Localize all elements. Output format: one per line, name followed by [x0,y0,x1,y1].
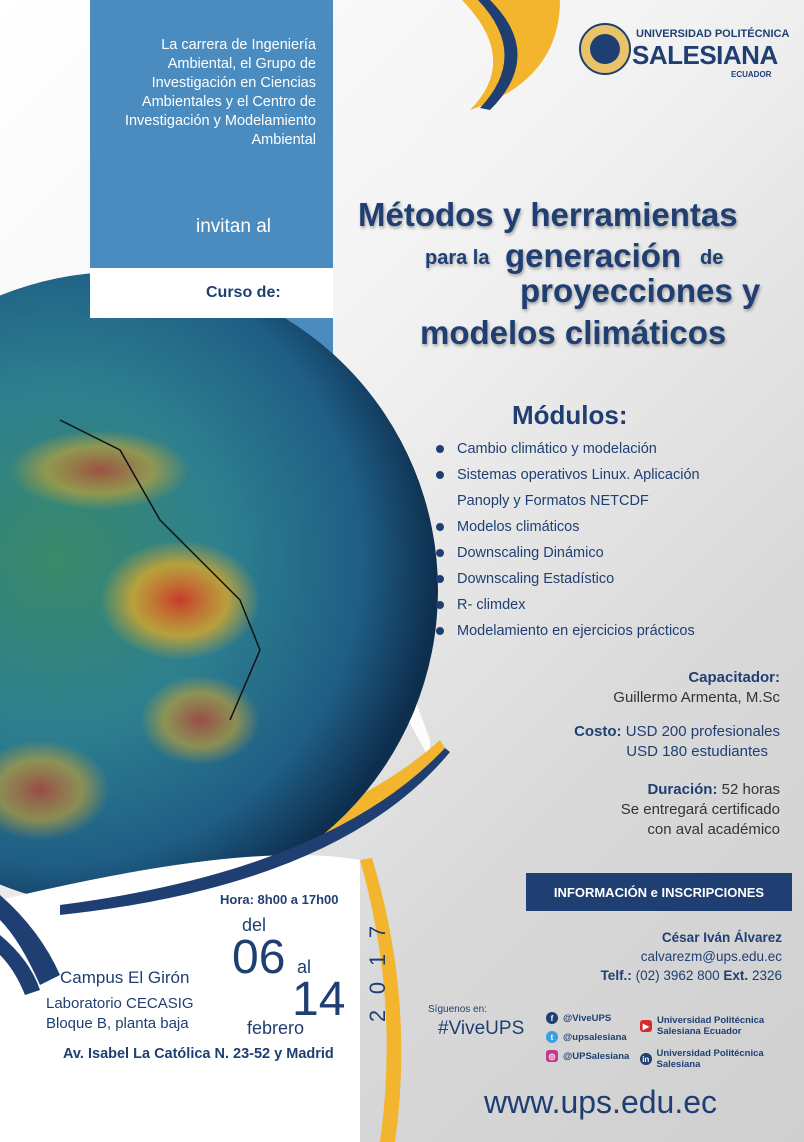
curso-label: Curso de: [206,284,281,301]
youtube-line1: Universidad Politécnica [657,1015,765,1026]
intro-text: La carrera de Ingeniería Ambiental, el Grupo de Investigación en Ciencias Ambientales y el Centro de Investigación y Modelamiento Ambiental [124,37,316,148]
list-item: Sistemas operativos Linux. Aplicación Panoply y Formatos NETCDF [432,462,752,514]
instagram-link[interactable] [546,1050,629,1062]
lab-text: Laboratorio CECASIG [46,995,194,1012]
year-digit: 1 [365,953,390,967]
facebook-link[interactable] [546,1012,611,1024]
facebook-icon: f [546,1012,558,1024]
year-digit: 7 [365,925,390,939]
del-text: del [242,915,267,935]
year-digit: 0 [365,981,390,995]
address-text: Av. Isabel La Católica N. 23-52 y Madrid [63,1046,334,1062]
title-generacion: generación [505,237,682,274]
linkedin-link[interactable] [640,1048,804,1070]
twitter-icon: t [546,1031,558,1043]
siguenos-text: Síguenos en: [428,1004,487,1015]
month-text: febrero [247,1018,305,1038]
tel-label: Telf.: [600,968,632,983]
title-de: de [700,247,724,269]
globe-seal-icon [578,22,632,76]
instagram-icon: ◎ [546,1050,558,1062]
title-line3: proyecciones y [520,272,761,309]
instagram-handle: @UPSalesiana [563,1050,630,1062]
duracion-label: Duración: [647,781,718,798]
year-vertical [365,918,390,1030]
duracion-block [621,780,780,840]
modulos-list [432,436,752,644]
lab-block [46,994,194,1034]
start-day: 06 [232,931,286,984]
duracion-value: 52 horas [721,781,780,798]
duracion-line2: Se entregará certificado [620,801,780,818]
contact-name: César Iván Álvarez [661,930,782,945]
twitter-handle: @upsalesiana [563,1031,627,1043]
al-text: al [297,957,312,977]
costo-line2: USD 180 estudiantes [626,743,768,760]
list-item: Modelamiento en ejercicios prácticos [432,618,752,644]
capacitador-label: Capacitador: [688,669,780,686]
list-item: R- climdex [432,592,752,618]
ext-label: Ext. [723,968,749,983]
list-item: Downscaling Estadístico [432,566,752,592]
hora-text: Hora: 8h00 a 17h00 [220,892,339,907]
info-button[interactable]: INFORMACIÓN e INSCRIPCIONES [526,873,792,911]
facebook-handle: @ViveUPS [563,1012,612,1024]
twitter-link[interactable] [546,1031,627,1043]
costo-line1: USD 200 profesionales [625,723,780,740]
logo-line3: ECUADOR [731,70,772,79]
duracion-line3: con aval académico [647,821,780,838]
logo-line2: SALESIANA [632,40,778,70]
youtube-line2: Salesiana Ecuador [657,1026,742,1037]
end-day: 14 [292,973,346,1026]
contact-email[interactable]: calvarezm@ups.edu.ec [640,949,782,964]
youtube-link[interactable] [640,1015,764,1037]
costo-label: Costo: [574,723,622,740]
list-item: Modelos climáticos [432,514,752,540]
list-item: Cambio climático y modelación [432,436,752,462]
ext-value: 2326 [751,968,782,983]
invitan-text: invitan al [196,216,271,237]
hashtag-text[interactable]: #ViveUPS [438,1018,525,1039]
tel-value: (02) 3962 800 [635,968,720,983]
costo-block [574,722,780,762]
capacitador-block [613,668,780,708]
bloque-text: Bloque B, planta baja [46,1015,189,1032]
linkedin-icon: in [640,1053,652,1065]
modulos-title: Módulos: [512,400,628,430]
year-digit: 2 [365,1009,390,1023]
list-item: Downscaling Dinámico [432,540,752,566]
title-line4: modelos climáticos [420,314,727,351]
logo-line1: UNIVERSIDAD POLITÉCNICA [636,28,790,40]
capacitador-value: Guillermo Armenta, M.Sc [613,689,780,706]
contact-block [601,928,782,985]
youtube-icon: ▶ [640,1020,652,1032]
title-para: para la [425,247,490,269]
linkedin-handle: Universidad Politécnica Salesiana [656,1048,764,1070]
title-line1: Métodos y herramientas [358,196,738,233]
website-link[interactable]: www.ups.edu.ec [484,1084,718,1120]
campus-text: Campus El Girón [60,968,190,987]
